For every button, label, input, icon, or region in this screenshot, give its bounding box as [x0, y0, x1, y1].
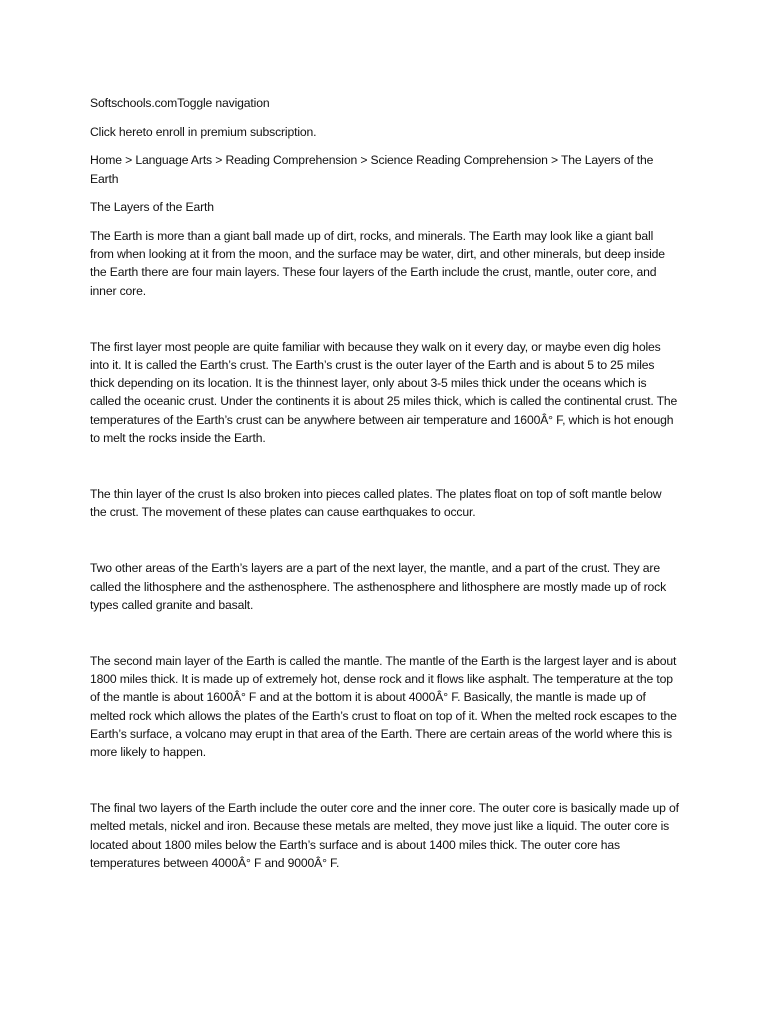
paragraph-text: The Earth is more than a giant ball made up of dirt, rocks, and minerals. The Earth may look like a giant ball from when looking at it from the moon, and the surface may be water, dirt, and other minerals, but deep inside the Earth there are four main layers. These four layers of the Earth include the crust, mantle, outer core, and inner core. [90, 229, 665, 298]
breadcrumb[interactable]: Home > Language Arts > Reading Comprehension > Science Reading Comprehension > The Layers of the Earth [90, 153, 654, 186]
article-title: The Layers of the Earth [90, 200, 214, 215]
paragraph-text: The first layer most people are quite familiar with because they walk on it every day, or maybe even dig holes into it. It is called the Earth’s crust. The Earth’s crust is the outer layer of the Earth and is about 5 to 25 miles thick depending on its location. It is the thinnest layer, only about 3-5 miles thick under the oceans which is called the oceanic crust. Under the continents it is about 25 miles thick, which is called the continental crust. The temperatures of the Earth’s crust can be anywhere between air temperature and 1600Â° F, which is hot enough to melt the rocks inside the Earth. [90, 339, 678, 445]
paragraph-mantle [90, 652, 680, 761]
document-page [90, 94, 680, 872]
paragraph-text: Two other areas of the Earth’s layers are a part of the next layer, the mantle, and a part of the crust. They are called the lithosphere and the asthenosphere. The asthenosphere and lithosphere are mostly made up of rock types called granite and basalt. [90, 561, 667, 612]
paragraph-plates [90, 485, 680, 521]
paragraph-crust [90, 338, 680, 447]
paragraph-text: The final two layers of the Earth include the outer core and the inner core. The outer core is basically made up of melted metals, nickel and iron. Because these metals are melted, they move just like a liquid. The outer core is located about 1800 miles below the Earth’s surface and is about 1400 miles thick. The outer core has temperatures between 4000Â° F and 9000Â° F. [90, 801, 679, 870]
enroll-link[interactable]: Click hereto enroll in premium subscription. [90, 124, 317, 139]
site-navigation-toggle[interactable]: Softschools.comToggle navigation [90, 96, 270, 110]
paragraph-core [90, 799, 680, 872]
paragraph-intro [90, 227, 680, 300]
paragraph-lithosphere [90, 559, 680, 614]
paragraph-text: The thin layer of the crust Is also broken into pieces called plates. The plates float on top of soft mantle below the crust. The movement of these plates can cause earthquakes to occur. [90, 487, 662, 520]
paragraph-text: The second main layer of the Earth is called the mantle. The mantle of the Earth is the largest layer and is about 1800 miles thick. It is made up of extremely hot, dense rock and it flows like asphalt. The temperature at the top of the mantle is about 1600Â° F and at the bottom it is about 4000Â° F. Basically, the mantle is made up of melted rock which allows the plates of the Earth’s crust to float on top of it. When the melted rock escapes to the Earth’s surface, a volcano may erupt in that area of the Earth. There are certain areas of the world where this is more likely to happen. [90, 654, 677, 760]
